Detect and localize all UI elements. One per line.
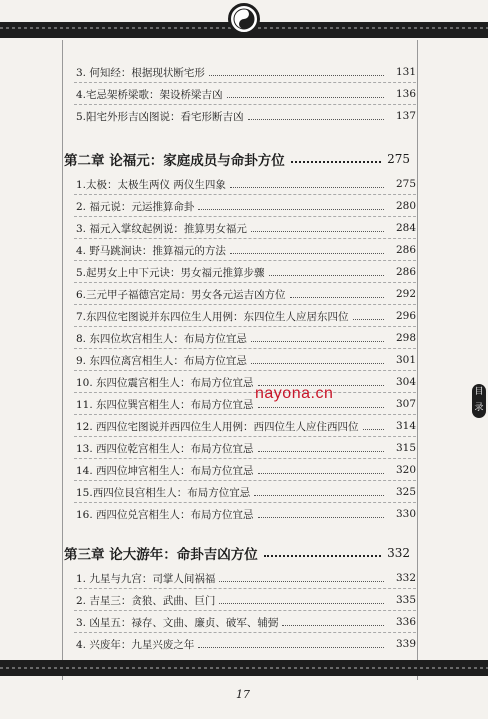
toc-entry-page: 339 — [395, 638, 416, 650]
toc-entry-title: 14. 西四位坤宫相生人：布局方位宜忌 — [76, 464, 254, 477]
yin-yang-icon — [228, 3, 260, 35]
toc-entry — [76, 196, 416, 216]
toc-entry — [76, 84, 416, 104]
toc-entry-page: 131 — [395, 66, 416, 78]
toc-entry — [76, 438, 416, 458]
toc-entry-title: 12. 西四位宅图说并西四位生人用例：西四位生人应住西四位 — [76, 420, 359, 433]
toc-entry — [76, 504, 416, 524]
toc-entry-page: 325 — [395, 486, 416, 498]
toc-entry — [76, 262, 416, 282]
watermark: nayona.cn — [255, 385, 334, 402]
toc-entry-page: 296 — [395, 310, 416, 322]
toc-entry-title: 2. 福元说：元运推算命卦 — [76, 200, 195, 213]
toc-entry — [76, 416, 416, 436]
toc-entry-page: 320 — [395, 464, 416, 476]
toc-entry-page: 137 — [395, 110, 416, 122]
toc-entry-page: 314 — [395, 420, 416, 432]
toc-entry — [76, 568, 416, 588]
toc-entry-title: 10. 东四位震宫相生人：布局方位宜忌 — [76, 376, 254, 389]
toc-entry — [76, 372, 416, 392]
page-number: 17 — [236, 688, 250, 701]
toc-entry-title: 6.三元甲子福德宫定局：男女各元运吉凶方位 — [76, 288, 286, 301]
toc-entry-title: 4. 兴废年：九星兴废之年 — [76, 638, 195, 651]
toc-entry-page: 275 — [395, 178, 416, 190]
toc-entry-page: 286 — [395, 266, 416, 278]
toc-entry — [76, 328, 416, 348]
toc-entry-title: 4. 野马跳涧诀：推算福元的方法 — [76, 244, 226, 257]
toc-entry-title: 3. 何知经：根据现状断宅形 — [76, 66, 205, 79]
toc-entry — [76, 394, 416, 414]
toc-entry-page: 335 — [395, 594, 416, 606]
toc-entry — [76, 240, 416, 260]
toc-entry-title: 7.东四位宅图说并东四位生人用例：东四位生人应居东四位 — [76, 310, 349, 323]
toc-entry-title: 5.起男女上中下元诀：男女福元推算步骤 — [76, 266, 265, 279]
chapter-page: 332 — [387, 546, 410, 560]
toc-entry-title: 9. 东四位离宫相生人：布局方位宜忌 — [76, 354, 247, 367]
toc-entry — [76, 174, 416, 194]
toc-entry-page: 292 — [395, 288, 416, 300]
chapter-page: 275 — [387, 152, 410, 166]
toc-entry-title: 13. 西四位乾宫相生人：布局方位宜忌 — [76, 442, 254, 455]
toc-entry-page: 284 — [395, 222, 416, 234]
toc-entry-page: 136 — [395, 88, 416, 100]
toc-entry-page: 330 — [395, 508, 416, 520]
toc-entry-title: 2. 吉星三：贪狼、武曲、巨门 — [76, 594, 216, 607]
chapter-title: 第三章 论大游年：命卦吉凶方位 — [64, 547, 258, 563]
toc-entry-title: 11. 东四位巽宫相生人：布局方位宜忌 — [76, 398, 254, 411]
toc-entry — [76, 590, 416, 610]
chapter-heading — [64, 146, 410, 172]
toc-entry-title: 16. 西四位兑宫相生人：布局方位宜忌 — [76, 508, 254, 521]
toc-entry-page: 336 — [395, 616, 416, 628]
toc-entry-title: 15.西四位艮宫相生人：布局方位宜忌 — [76, 486, 251, 499]
chapter-heading — [64, 540, 410, 566]
toc-entry — [76, 62, 416, 82]
chapter-title: 第二章 论福元：家庭成员与命卦方位 — [64, 153, 285, 169]
toc-entry — [76, 284, 416, 304]
toc-entry-title: 5.阳宅外形吉凶图说：看宅形断吉凶 — [76, 110, 244, 123]
side-tab-mark: 目录 — [472, 384, 486, 418]
toc-entry-page: 332 — [395, 572, 416, 584]
toc-entry — [76, 350, 416, 370]
toc-entry-page: 286 — [395, 244, 416, 256]
toc-entry-title: 3. 福元入掌纹起例说：推算男女福元 — [76, 222, 247, 235]
toc-entry-title: 3. 凶星五：禄存、文曲、廉贞、破军、辅弼 — [76, 616, 279, 629]
toc-entry-page: 298 — [395, 332, 416, 344]
toc-entry — [76, 482, 416, 502]
toc-entry-page: 304 — [395, 376, 416, 388]
toc-entry — [76, 612, 416, 632]
toc-entry-title: 4.宅忌架桥梁歌：架设桥梁吉凶 — [76, 88, 223, 101]
toc-entry-title: 1.太极：太极生两仪 两仪生四象 — [76, 178, 226, 191]
toc-entry — [76, 460, 416, 480]
toc-entry — [76, 218, 416, 238]
bottom-decorative-band — [0, 660, 488, 676]
toc-entry — [76, 106, 416, 126]
toc-entry-title: 8. 东四位坎宫相生人：布局方位宜忌 — [76, 332, 247, 345]
toc-entry — [76, 634, 416, 654]
toc-entry-page: 307 — [395, 398, 416, 410]
toc-entry-page: 301 — [395, 354, 416, 366]
toc-entry-title: 1. 九星与九宫：司掌人间祸福 — [76, 572, 216, 585]
toc-entry-page: 315 — [395, 442, 416, 454]
toc-entry-page: 280 — [395, 200, 416, 212]
toc-entry — [76, 306, 416, 326]
